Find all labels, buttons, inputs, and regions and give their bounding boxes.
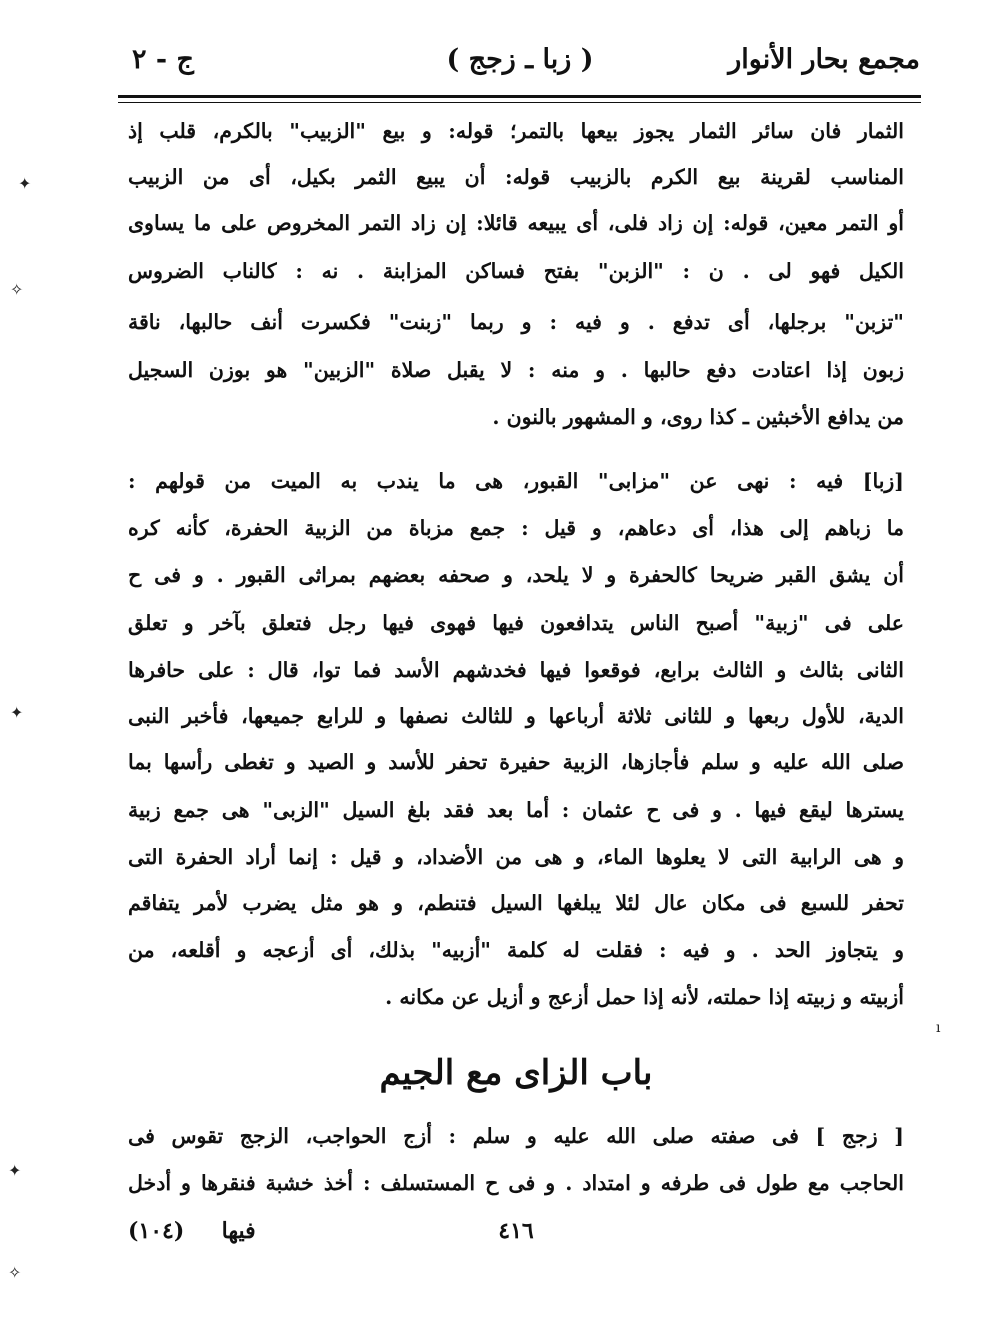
margin-mark: ✦	[10, 703, 24, 722]
margin-mark: ı	[936, 1020, 941, 1036]
text-line: على فى "زبية" أصبح الناس يتدافعون فيها فهوى فيها رجل فتعلق بآخر و تعلق	[128, 611, 904, 635]
text-line: "تزبن" برجلها، أى تدفع . و فيه : و ربما "زبنت" فكسرت أنف حالبها، ناقة	[128, 310, 904, 334]
text-line: ما زباهم إلى هذا، أى دعاهم، و قيل : جمع مزباة من الزبية الحفرة، كأنه كره	[128, 516, 904, 540]
text-line: صلى الله عليه و سلم فأجازها، الزبية حفيرة تحفر للأسد و الصيد و تغطى رأسها بما	[128, 750, 904, 774]
running-header	[120, 44, 920, 90]
page-number: ٤١٦	[498, 1218, 534, 1244]
margin-mark: ✧	[10, 280, 24, 299]
header-rule-thick	[118, 95, 921, 98]
text-line: الحاجب مع طول فى طرفه و امتداد . و فى ح المستسلف : أخذ خشبة فنقرها و أدخل	[128, 1171, 904, 1195]
text-line: [ زجج ] فى صفته صلى الله عليه و سلم : أزج الحواجب، الزجج تقوس فى	[128, 1124, 904, 1148]
text-line: و يتجاوز الحد . و فيه : فقلت له كلمة "أزبيه" بذلك، أى أزعجه و أقلعه، من	[128, 938, 904, 962]
text-line: الدية، للأول ربعها و للثانى ثلاثة أرباعها و للثالث نصفها و للرابع جميعها، فأخبر النبى	[128, 704, 904, 728]
catchword: فيها	[221, 1218, 256, 1244]
entry-range: ( زبا ـ زجج )	[446, 44, 594, 75]
book-title: مجمع بحار الأنوار	[728, 44, 920, 75]
text-line: الثمار فان سائر الثمار يجوز بيعها بالتمر؛ قوله: و بيع "الزبيب" بالكرم، قلب إذ	[128, 119, 904, 143]
text-line: أزبيته و زبيته إذا حملته، لأنه إذا حمل أزعج و أزيل عن مكانه .	[385, 985, 904, 1009]
margin-mark: ✦	[18, 174, 32, 193]
chapter-title: باب الزاى مع الجيم	[379, 1053, 653, 1093]
page-footer	[128, 1218, 904, 1252]
text-line: المناسب لقرينة بيع الكرم بالزبيب قوله: أن يبيع الثمر بكيل، أى من الزبيب	[128, 165, 904, 189]
text-line: أو التمر معين، قوله: إن زاد فلى، أى يبيعه قائلا: إن زاد التمر المخروص على ما يساوى	[128, 211, 904, 235]
text-line: و هى الرابية التى لا يعلوها الماء، و هى من الأضداد، و قيل : إنما أراد الحفرة التى	[128, 845, 904, 869]
text-line: الثانى بثالث و الثالث برابع، فوقعوا فيها فخدشهم الأسد فما توا، قال : على حافرها	[128, 658, 904, 682]
signature-mark: (١٠٤)	[128, 1218, 185, 1244]
margin-mark: ✦	[8, 1161, 22, 1180]
header-rule-thin	[118, 102, 921, 103]
text-line: يسترها ليقع فيها . و فى ح عثمان : أما بعد فقد بلغ السيل "الزبى" هى جمع زبية	[128, 798, 904, 822]
text-line: [زبا] فيه : نهى عن "مزابى" القبور، هى ما يندب به الميت من قولهم :	[128, 469, 904, 493]
text-line: تحفر للسبع فى مكان عال لئلا يبلغها السيل فتنطم، و هو مثل يضرب لأمر يتفاقم	[128, 891, 904, 915]
text-line: أن يشق القبر ضريحا كالحفرة و لا يلحد، و صحفه بعضهم بمراثى القبور . و فى ح	[128, 563, 904, 587]
text-line: زبون إذا اعتادت دفع حالبها . و منه : لا يقبل صلاة "الزبين" هو بوزن السجيل	[128, 358, 904, 382]
text-line: من يدافع الأخبثين ـ كذا روى، و المشهور بالنون .	[492, 405, 904, 429]
volume-label: ج - ٢	[132, 44, 194, 75]
text-line: الكيل فهو لى . ن : "الزبن" بفتح فساكن المزابنة . نه : كالناب الضروس	[128, 259, 904, 283]
margin-mark: ✧	[8, 1263, 22, 1282]
footer-left	[128, 1218, 256, 1244]
